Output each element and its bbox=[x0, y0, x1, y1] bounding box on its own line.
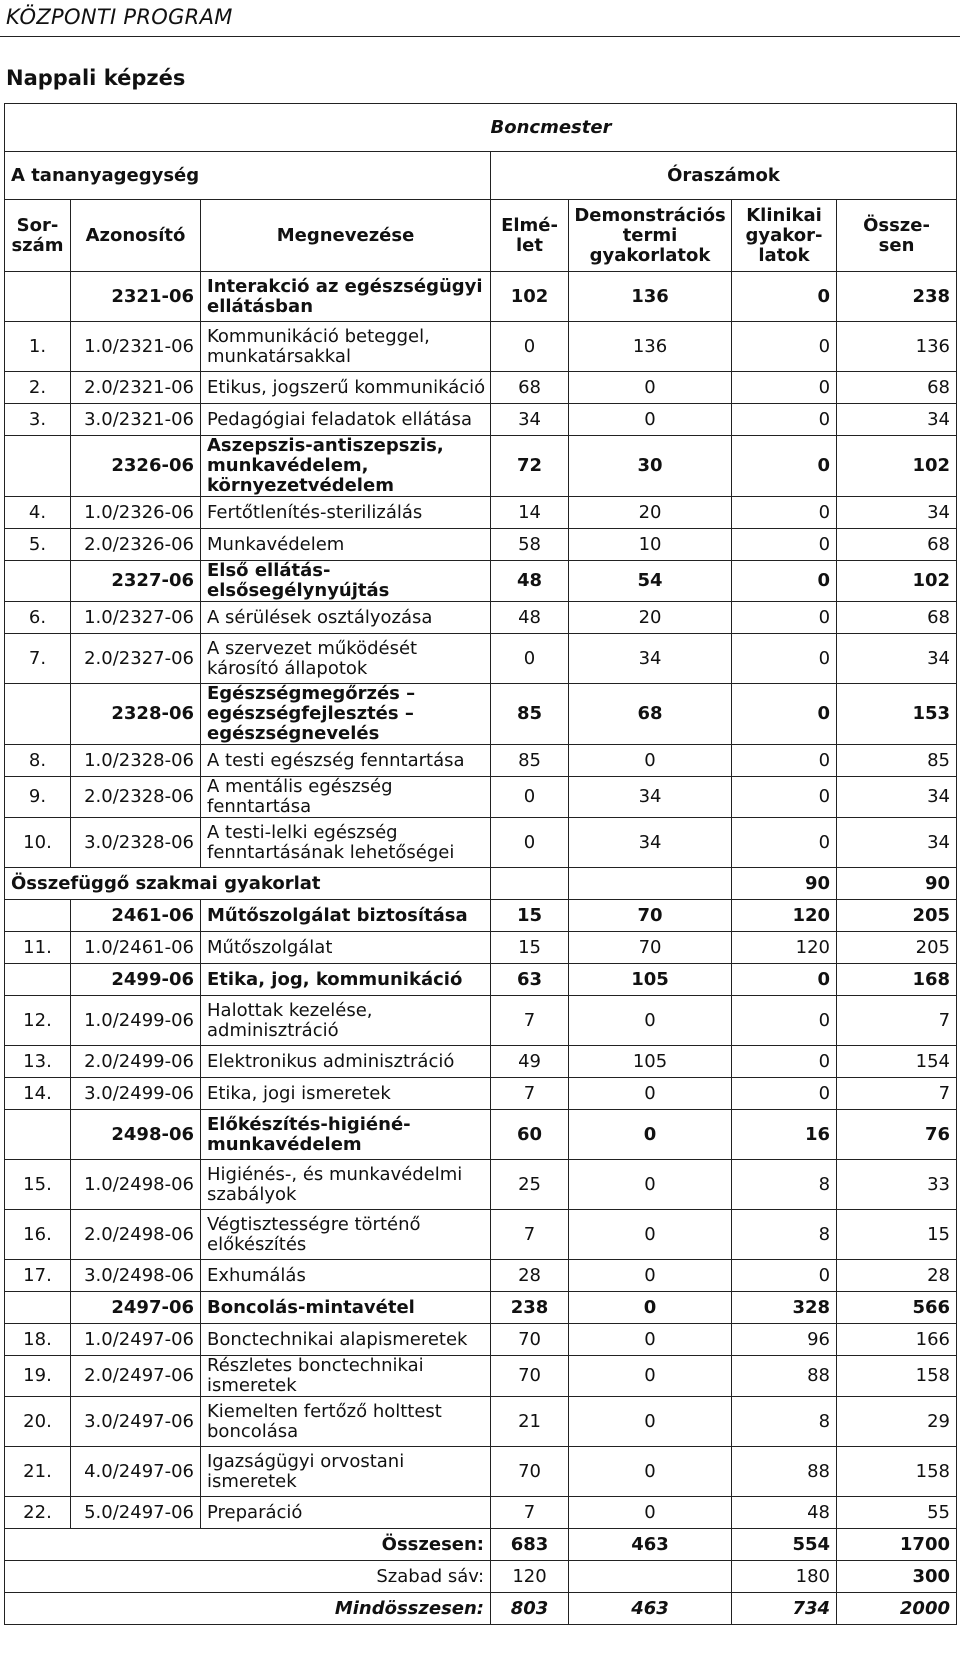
row-clinical: 0 bbox=[732, 436, 837, 497]
row-total: 76 bbox=[837, 1110, 957, 1160]
col-header-id: Azonosító bbox=[71, 200, 201, 272]
table-row bbox=[5, 745, 957, 777]
row-number: 12. bbox=[5, 996, 71, 1046]
row-name: Etikus, jogszerű kommunikáció bbox=[201, 372, 491, 404]
practice-row bbox=[5, 868, 957, 900]
row-demo: 136 bbox=[569, 272, 732, 322]
row-total: 205 bbox=[837, 932, 957, 964]
row-theory bbox=[491, 868, 569, 900]
row-id: 1.0/2497-06 bbox=[71, 1324, 201, 1356]
row-name: Pedagógiai feladatok ellátása bbox=[201, 404, 491, 436]
row-clinical: 8 bbox=[732, 1397, 837, 1447]
summary-theory: 803 bbox=[491, 1593, 569, 1625]
row-clinical: 0 bbox=[732, 634, 837, 684]
row-number: 13. bbox=[5, 1046, 71, 1078]
col-header-total: Össze- sen bbox=[837, 200, 957, 272]
summary-clinical: 554 bbox=[732, 1529, 837, 1561]
summary-theory: 683 bbox=[491, 1529, 569, 1561]
row-id: 1.0/2321-06 bbox=[71, 322, 201, 372]
module-row bbox=[5, 272, 957, 322]
row-total: 15 bbox=[837, 1210, 957, 1260]
row-name: A szervezet működését károsító állapotok bbox=[201, 634, 491, 684]
table-row bbox=[5, 1447, 957, 1497]
row-total: 34 bbox=[837, 818, 957, 868]
row-id: 2321-06 bbox=[71, 272, 201, 322]
table-row bbox=[5, 1160, 957, 1210]
row-theory: 14 bbox=[491, 497, 569, 529]
row-theory: 0 bbox=[491, 818, 569, 868]
table-row bbox=[5, 996, 957, 1046]
section-title: Nappali képzés bbox=[6, 66, 186, 90]
row-theory: 85 bbox=[491, 745, 569, 777]
table-row bbox=[5, 634, 957, 684]
row-name: Műtőszolgálat bbox=[201, 932, 491, 964]
row-demo: 0 bbox=[569, 1260, 732, 1292]
row-number: 9. bbox=[5, 777, 71, 818]
summary-label: Összesen: bbox=[5, 1529, 491, 1561]
row-id: 5.0/2497-06 bbox=[71, 1497, 201, 1529]
row-total: 136 bbox=[837, 322, 957, 372]
row-theory: 102 bbox=[491, 272, 569, 322]
row-clinical: 0 bbox=[732, 777, 837, 818]
row-clinical: 120 bbox=[732, 900, 837, 932]
table-row bbox=[5, 1397, 957, 1447]
row-demo bbox=[569, 868, 732, 900]
row-id: 4.0/2497-06 bbox=[71, 1447, 201, 1497]
row-demo: 0 bbox=[569, 745, 732, 777]
row-number: 19. bbox=[5, 1356, 71, 1397]
row-number bbox=[5, 900, 71, 932]
row-total: 566 bbox=[837, 1292, 957, 1324]
row-name: Bonctechnikai alapismeretek bbox=[201, 1324, 491, 1356]
row-name: A testi egészség fenntartása bbox=[201, 745, 491, 777]
row-theory: 0 bbox=[491, 322, 569, 372]
summary-clinical: 180 bbox=[732, 1561, 837, 1593]
row-total: 68 bbox=[837, 529, 957, 561]
row-name: Etika, jog, kommunikáció bbox=[201, 964, 491, 996]
row-name: Fertőtlenítés-sterilizálás bbox=[201, 497, 491, 529]
table-row bbox=[5, 1497, 957, 1529]
row-id: 2461-06 bbox=[71, 900, 201, 932]
row-name: Aszepszis-antiszepszis, munkavédelem, környezetvédelem bbox=[201, 436, 491, 497]
row-number bbox=[5, 1110, 71, 1160]
row-clinical: 88 bbox=[732, 1447, 837, 1497]
row-demo: 34 bbox=[569, 777, 732, 818]
row-clinical: 0 bbox=[732, 818, 837, 868]
summary-demo bbox=[569, 1561, 732, 1593]
row-total: 102 bbox=[837, 436, 957, 497]
row-total: 7 bbox=[837, 996, 957, 1046]
row-number: 21. bbox=[5, 1447, 71, 1497]
row-clinical: 0 bbox=[732, 529, 837, 561]
row-name: Preparáció bbox=[201, 1497, 491, 1529]
row-theory: 15 bbox=[491, 900, 569, 932]
row-theory: 85 bbox=[491, 684, 569, 745]
row-demo: 105 bbox=[569, 1046, 732, 1078]
row-number: 7. bbox=[5, 634, 71, 684]
row-id: 1.0/2326-06 bbox=[71, 497, 201, 529]
row-number: 17. bbox=[5, 1260, 71, 1292]
row-demo: 0 bbox=[569, 1078, 732, 1110]
row-number: 22. bbox=[5, 1497, 71, 1529]
row-id: 3.0/2498-06 bbox=[71, 1260, 201, 1292]
row-total: 168 bbox=[837, 964, 957, 996]
row-clinical: 90 bbox=[732, 868, 837, 900]
row-number: 3. bbox=[5, 404, 71, 436]
row-id: 3.0/2499-06 bbox=[71, 1078, 201, 1110]
row-total: 68 bbox=[837, 372, 957, 404]
table-row bbox=[5, 404, 957, 436]
curriculum-table bbox=[4, 103, 957, 1625]
row-total: 28 bbox=[837, 1260, 957, 1292]
row-clinical: 0 bbox=[732, 372, 837, 404]
row-id: 1.0/2498-06 bbox=[71, 1160, 201, 1210]
row-id: 3.0/2321-06 bbox=[71, 404, 201, 436]
row-number: 2. bbox=[5, 372, 71, 404]
col-header-name: Megnevezése bbox=[201, 200, 491, 272]
row-total: 154 bbox=[837, 1046, 957, 1078]
row-total: 34 bbox=[837, 404, 957, 436]
hours-header: Óraszámok bbox=[491, 152, 957, 200]
row-id: 1.0/2328-06 bbox=[71, 745, 201, 777]
running-header bbox=[0, 0, 960, 37]
row-total: 102 bbox=[837, 561, 957, 602]
row-id: 2.0/2328-06 bbox=[71, 777, 201, 818]
summary-clinical: 734 bbox=[732, 1593, 837, 1625]
row-demo: 0 bbox=[569, 996, 732, 1046]
row-id: 1.0/2499-06 bbox=[71, 996, 201, 1046]
row-demo: 10 bbox=[569, 529, 732, 561]
row-demo: 30 bbox=[569, 436, 732, 497]
table-row bbox=[5, 1078, 957, 1110]
row-total: 33 bbox=[837, 1160, 957, 1210]
table-row bbox=[5, 777, 957, 818]
row-number: 16. bbox=[5, 1210, 71, 1260]
row-demo: 0 bbox=[569, 372, 732, 404]
row-name: Előkészítés-higiéné-munkavédelem bbox=[201, 1110, 491, 1160]
row-id: 2497-06 bbox=[71, 1292, 201, 1324]
row-clinical: 0 bbox=[732, 602, 837, 634]
row-demo: 0 bbox=[569, 1324, 732, 1356]
row-demo: 0 bbox=[569, 1160, 732, 1210]
row-number: 14. bbox=[5, 1078, 71, 1110]
summary-row bbox=[5, 1529, 957, 1561]
row-number bbox=[5, 964, 71, 996]
col-header-demo: Demonstrációs termi gyakorlatok bbox=[569, 200, 732, 272]
summary-demo: 463 bbox=[569, 1593, 732, 1625]
row-total: 158 bbox=[837, 1356, 957, 1397]
row-name: Igazságügyi orvostani ismeretek bbox=[201, 1447, 491, 1497]
row-demo: 0 bbox=[569, 1110, 732, 1160]
module-row bbox=[5, 561, 957, 602]
table-row bbox=[5, 932, 957, 964]
summary-row bbox=[5, 1593, 957, 1625]
row-total: 85 bbox=[837, 745, 957, 777]
row-number: 18. bbox=[5, 1324, 71, 1356]
row-number: 11. bbox=[5, 932, 71, 964]
row-theory: 7 bbox=[491, 1078, 569, 1110]
row-name: A mentális egészség fenntartása bbox=[201, 777, 491, 818]
row-number bbox=[5, 684, 71, 745]
module-row bbox=[5, 1110, 957, 1160]
row-demo: 0 bbox=[569, 1397, 732, 1447]
row-name: Interakció az egészségügyi ellátásban bbox=[201, 272, 491, 322]
row-id: 2498-06 bbox=[71, 1110, 201, 1160]
row-name: Első ellátás-elsősegélynyújtás bbox=[201, 561, 491, 602]
row-theory: 28 bbox=[491, 1260, 569, 1292]
row-total: 153 bbox=[837, 684, 957, 745]
row-demo: 0 bbox=[569, 1497, 732, 1529]
row-clinical: 16 bbox=[732, 1110, 837, 1160]
row-theory: 70 bbox=[491, 1324, 569, 1356]
row-number bbox=[5, 272, 71, 322]
row-theory: 34 bbox=[491, 404, 569, 436]
row-name: Kiemelten fertőző holttest boncolása bbox=[201, 1397, 491, 1447]
col-header-number: Sor- szám bbox=[5, 200, 71, 272]
row-total: 7 bbox=[837, 1078, 957, 1110]
row-name: Etika, jogi ismeretek bbox=[201, 1078, 491, 1110]
table-row bbox=[5, 529, 957, 561]
row-total: 166 bbox=[837, 1324, 957, 1356]
summary-total: 2000 bbox=[837, 1593, 957, 1625]
row-clinical: 0 bbox=[732, 1078, 837, 1110]
row-id: 3.0/2328-06 bbox=[71, 818, 201, 868]
row-total: 68 bbox=[837, 602, 957, 634]
row-theory: 0 bbox=[491, 634, 569, 684]
group-header: A tananyagegység bbox=[5, 152, 491, 200]
col-header-clinical: Klinikai gyakor- latok bbox=[732, 200, 837, 272]
row-number: 20. bbox=[5, 1397, 71, 1447]
running-title: KÖZPONTI PROGRAM bbox=[6, 5, 233, 29]
summary-theory: 120 bbox=[491, 1561, 569, 1593]
row-total: 55 bbox=[837, 1497, 957, 1529]
program-name bbox=[491, 104, 957, 152]
module-row bbox=[5, 900, 957, 932]
row-demo: 68 bbox=[569, 684, 732, 745]
row-clinical: 0 bbox=[732, 497, 837, 529]
table-row bbox=[5, 372, 957, 404]
row-total: 29 bbox=[837, 1397, 957, 1447]
row-theory: 60 bbox=[491, 1110, 569, 1160]
row-theory: 63 bbox=[491, 964, 569, 996]
row-total: 34 bbox=[837, 634, 957, 684]
row-name: Elektronikus adminisztráció bbox=[201, 1046, 491, 1078]
table-row bbox=[5, 602, 957, 634]
row-name: Higiénés-, és munkavédelmi szabályok bbox=[201, 1160, 491, 1210]
row-clinical: 88 bbox=[732, 1356, 837, 1397]
row-demo: 70 bbox=[569, 932, 732, 964]
row-clinical: 0 bbox=[732, 745, 837, 777]
row-id: 1.0/2327-06 bbox=[71, 602, 201, 634]
row-clinical: 0 bbox=[732, 684, 837, 745]
row-id: 2.0/2326-06 bbox=[71, 529, 201, 561]
row-total: 34 bbox=[837, 777, 957, 818]
table-row bbox=[5, 818, 957, 868]
row-number: 8. bbox=[5, 745, 71, 777]
row-name: Kommunikáció beteggel, munkatársakkal bbox=[201, 322, 491, 372]
row-clinical: 120 bbox=[732, 932, 837, 964]
row-demo: 0 bbox=[569, 1356, 732, 1397]
row-name: A testi-lelki egészség fenntartásának lehetőségei bbox=[201, 818, 491, 868]
table-row bbox=[5, 497, 957, 529]
row-theory: 0 bbox=[491, 777, 569, 818]
row-id: 2326-06 bbox=[71, 436, 201, 497]
row-id: 1.0/2461-06 bbox=[71, 932, 201, 964]
table-row bbox=[5, 1324, 957, 1356]
row-demo: 0 bbox=[569, 1447, 732, 1497]
row-id: 2.0/2327-06 bbox=[71, 634, 201, 684]
row-demo: 20 bbox=[569, 602, 732, 634]
row-number: 5. bbox=[5, 529, 71, 561]
row-clinical: 96 bbox=[732, 1324, 837, 1356]
row-demo: 0 bbox=[569, 404, 732, 436]
row-clinical: 0 bbox=[732, 964, 837, 996]
row-name: Egészségmegőrzés – egészségfejlesztés – egészségnevelés bbox=[201, 684, 491, 745]
row-name: Részletes bonctechnikai ismeretek bbox=[201, 1356, 491, 1397]
row-theory: 7 bbox=[491, 996, 569, 1046]
summary-label: Mindösszesen: bbox=[5, 1593, 491, 1625]
row-clinical: 0 bbox=[732, 561, 837, 602]
table-row bbox=[5, 1210, 957, 1260]
row-demo: 20 bbox=[569, 497, 732, 529]
row-number bbox=[5, 1292, 71, 1324]
summary-demo: 463 bbox=[569, 1529, 732, 1561]
row-theory: 70 bbox=[491, 1356, 569, 1397]
row-demo: 70 bbox=[569, 900, 732, 932]
row-demo: 136 bbox=[569, 322, 732, 372]
row-number: 15. bbox=[5, 1160, 71, 1210]
row-name: Munkavédelem bbox=[201, 529, 491, 561]
row-id: 2.0/2497-06 bbox=[71, 1356, 201, 1397]
row-name: Halottak kezelése, adminisztráció bbox=[201, 996, 491, 1046]
row-theory: 48 bbox=[491, 561, 569, 602]
row-demo: 105 bbox=[569, 964, 732, 996]
row-theory: 15 bbox=[491, 932, 569, 964]
row-theory: 238 bbox=[491, 1292, 569, 1324]
row-name: Exhumálás bbox=[201, 1260, 491, 1292]
table-row bbox=[5, 1260, 957, 1292]
row-total: 158 bbox=[837, 1447, 957, 1497]
row-clinical: 8 bbox=[732, 1210, 837, 1260]
row-number: 4. bbox=[5, 497, 71, 529]
row-demo: 0 bbox=[569, 1292, 732, 1324]
col-header-theory: Elmé- let bbox=[491, 200, 569, 272]
row-number bbox=[5, 436, 71, 497]
row-id: 2.0/2321-06 bbox=[71, 372, 201, 404]
row-theory: 7 bbox=[491, 1497, 569, 1529]
row-total: 205 bbox=[837, 900, 957, 932]
row-theory: 21 bbox=[491, 1397, 569, 1447]
program-name-text: Boncmester bbox=[490, 116, 612, 138]
row-theory: 70 bbox=[491, 1447, 569, 1497]
row-number: 1. bbox=[5, 322, 71, 372]
summary-total: 1700 bbox=[837, 1529, 957, 1561]
table-row bbox=[5, 1356, 957, 1397]
row-demo: 0 bbox=[569, 1210, 732, 1260]
row-name: Végtisztességre történő előkészítés bbox=[201, 1210, 491, 1260]
row-id: 2499-06 bbox=[71, 964, 201, 996]
row-id: 2.0/2499-06 bbox=[71, 1046, 201, 1078]
summary-label: Szabad sáv: bbox=[5, 1561, 491, 1593]
row-clinical: 48 bbox=[732, 1497, 837, 1529]
row-name: Műtőszolgálat biztosítása bbox=[201, 900, 491, 932]
row-total: 238 bbox=[837, 272, 957, 322]
row-theory: 68 bbox=[491, 372, 569, 404]
module-row bbox=[5, 1292, 957, 1324]
row-id: 2.0/2498-06 bbox=[71, 1210, 201, 1260]
row-clinical: 0 bbox=[732, 996, 837, 1046]
row-theory: 72 bbox=[491, 436, 569, 497]
row-name: Boncolás-mintavétel bbox=[201, 1292, 491, 1324]
row-clinical: 0 bbox=[732, 404, 837, 436]
row-number: 10. bbox=[5, 818, 71, 868]
row-demo: 34 bbox=[569, 634, 732, 684]
row-clinical: 0 bbox=[732, 1046, 837, 1078]
row-clinical: 8 bbox=[732, 1160, 837, 1210]
summary-total: 300 bbox=[837, 1561, 957, 1593]
table-row bbox=[5, 322, 957, 372]
row-theory: 48 bbox=[491, 602, 569, 634]
row-number: 6. bbox=[5, 602, 71, 634]
row-clinical: 0 bbox=[732, 322, 837, 372]
module-row bbox=[5, 684, 957, 745]
row-clinical: 328 bbox=[732, 1292, 837, 1324]
row-theory: 58 bbox=[491, 529, 569, 561]
practice-label: Összefüggő szakmai gyakorlat bbox=[5, 868, 491, 900]
row-demo: 54 bbox=[569, 561, 732, 602]
table-row bbox=[5, 1046, 957, 1078]
module-row bbox=[5, 436, 957, 497]
row-id: 3.0/2497-06 bbox=[71, 1397, 201, 1447]
row-total: 90 bbox=[837, 868, 957, 900]
row-theory: 25 bbox=[491, 1160, 569, 1210]
row-total: 34 bbox=[837, 497, 957, 529]
row-name: A sérülések osztályozása bbox=[201, 602, 491, 634]
row-theory: 7 bbox=[491, 1210, 569, 1260]
row-clinical: 0 bbox=[732, 272, 837, 322]
row-id: 2327-06 bbox=[71, 561, 201, 602]
row-demo: 34 bbox=[569, 818, 732, 868]
row-id: 2328-06 bbox=[71, 684, 201, 745]
row-theory: 49 bbox=[491, 1046, 569, 1078]
row-clinical: 0 bbox=[732, 1260, 837, 1292]
module-row bbox=[5, 964, 957, 996]
row-number bbox=[5, 561, 71, 602]
summary-row bbox=[5, 1561, 957, 1593]
